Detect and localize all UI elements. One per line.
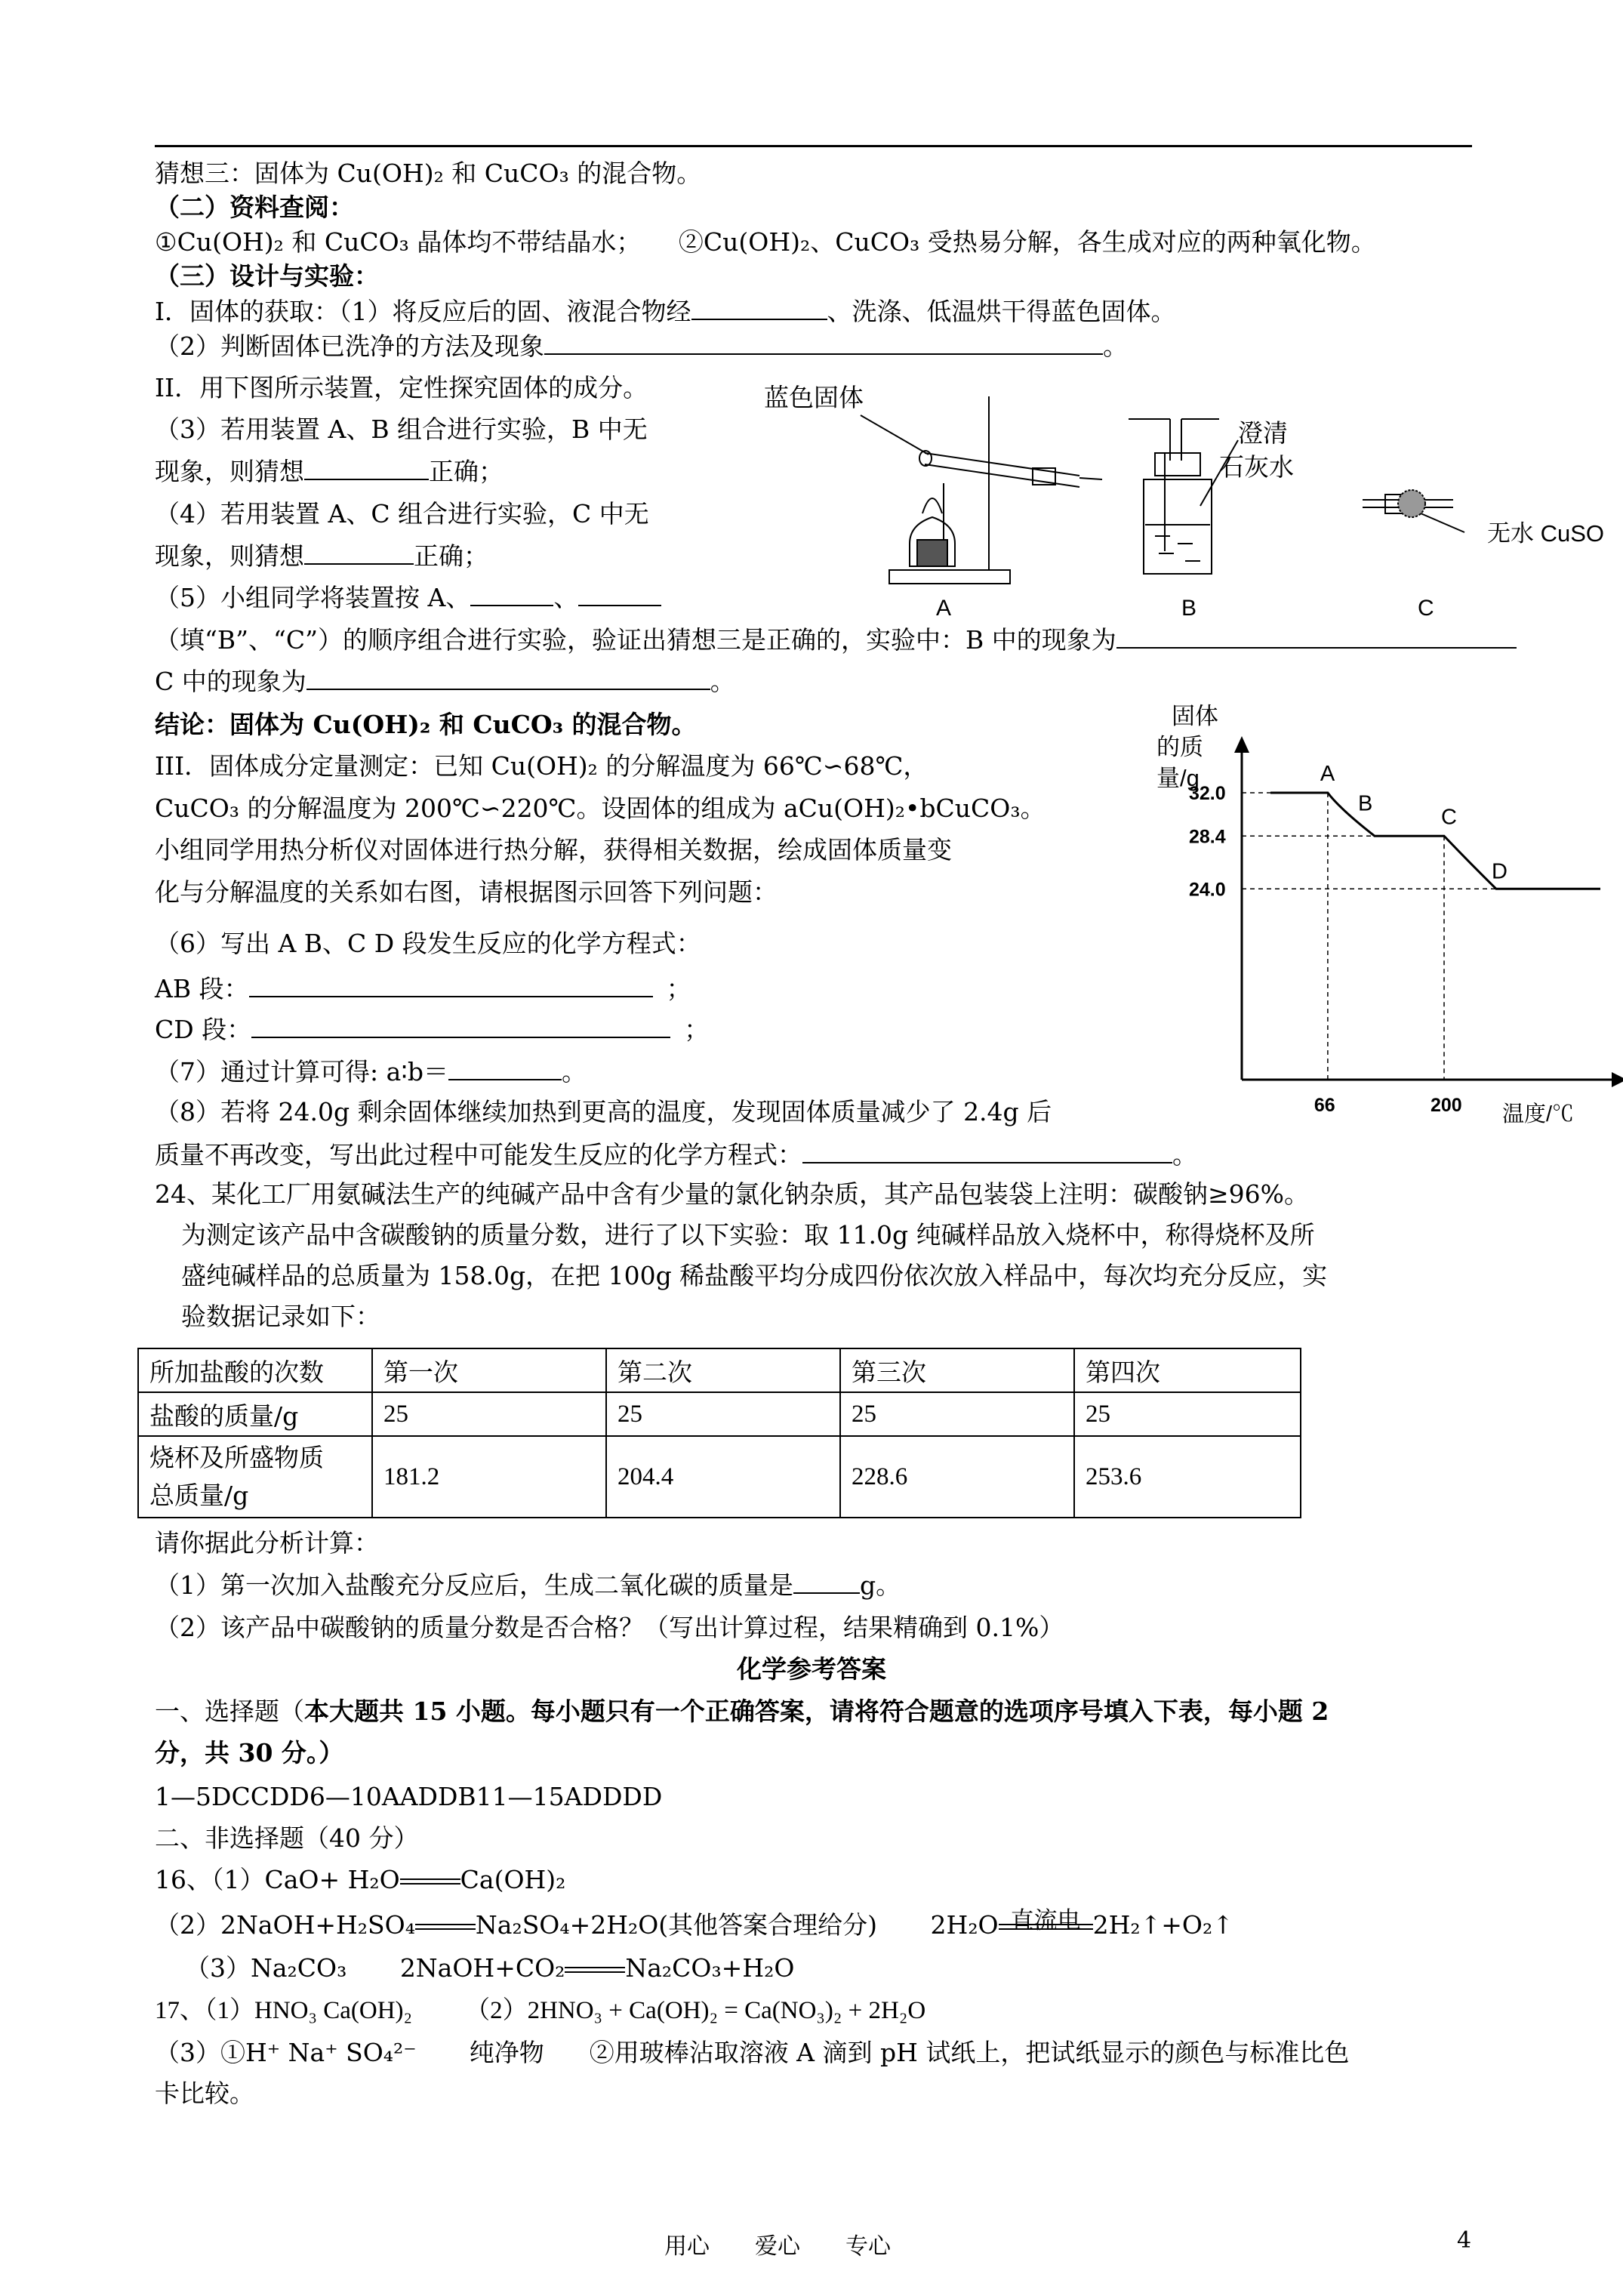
answers-mc-heading-2: 分，共 30 分。）	[155, 1738, 344, 1767]
question-8: （8）若将 24.0g 剩余固体继续加热到更高的温度，发现固体质量减少了 2.4g 后	[155, 1097, 1052, 1126]
problem-24-3: 盛纯碱样品的总质量为 158.0g，在把 100g 稀盐酸平均分成四份依次放入样品中，每次均充分反应，实	[181, 1261, 1328, 1290]
eq-left: （2）2NaOH+H₂SO₄	[155, 1910, 415, 1940]
answer-16-2	[155, 1909, 1233, 1942]
table-cell: 25	[372, 1392, 606, 1436]
y-axis-label-line: 的质	[1156, 734, 1203, 760]
answer-blank[interactable]	[470, 582, 553, 606]
answer-blank[interactable]	[249, 973, 653, 997]
answer-17-1	[155, 1994, 925, 2027]
eq-left: 16、（1）CaO+ H₂O	[155, 1865, 400, 1894]
answer-16-3	[185, 1952, 794, 1985]
label-limewater-1: 澄清	[1238, 419, 1288, 447]
x-axis-arrow	[1612, 1072, 1623, 1087]
q3-end: 正确；	[429, 457, 504, 486]
question-6-ab	[155, 972, 691, 1006]
part-iii-3: 小组同学用热分析仪对固体进行热分解，获得相关数据，绘成固体质量变	[155, 835, 952, 864]
conclusion: 结论：固体为 Cu(OH)₂ 和 CuCO₃ 的混合物。	[155, 710, 697, 739]
sub-question-2: （2）该产品中碳酸钠的质量分数是否合格？（写出计算过程，结果精确到 0.1%）	[155, 1613, 1064, 1642]
apparatus-c-drawing	[1363, 490, 1464, 532]
mass-temperature-chart	[1140, 698, 1623, 1133]
eq-right: Na₂SO₄+2H₂O(其他答案合理给分)	[475, 1910, 878, 1940]
answer-blank[interactable]	[578, 582, 661, 606]
question-4-cont	[155, 540, 488, 573]
q4-end: 正确；	[414, 541, 488, 571]
q5-sep: 、	[553, 583, 579, 612]
table-cell: 25	[606, 1392, 840, 1436]
question-8-cont	[155, 1139, 1197, 1172]
answers-nonmc-heading: 二、非选择题（40 分）	[155, 1823, 419, 1853]
y-tick-label: 32.0	[1189, 783, 1226, 804]
equals-sign	[565, 1967, 625, 1973]
table-header: 第二次	[606, 1348, 840, 1392]
ans-text: （3）Na₂CO₃	[185, 1953, 347, 1983]
part-iii-1: III．固体成分定量测定：已知 Cu(OH)₂ 的分解温度为 66℃∽68℃，	[155, 751, 929, 781]
mc-heading: 一、选择题（	[155, 1697, 304, 1726]
question-3-cont	[155, 455, 504, 488]
table-row	[138, 1348, 1301, 1392]
problem-24-1: 24、某化工厂用氨碱法生产的纯碱产品中含有少量的氯化钠杂质，其产品包装袋上注明：碳酸钠≥96%。	[155, 1179, 1309, 1209]
x-tick-label: 66	[1313, 1095, 1335, 1116]
answer-blank[interactable]	[544, 331, 1103, 355]
question-7	[155, 1056, 587, 1089]
q5-text-3: C 中的现象为	[155, 667, 306, 696]
q4-text: 现象，则猜想	[155, 541, 304, 571]
condition-label: 直流电	[1010, 1907, 1081, 1934]
table-cell	[138, 1436, 372, 1518]
label-blue-solid: 蓝色固体	[764, 384, 864, 411]
answers-mc: 1—5DCCDD6—10AADDB11—15ADDDD	[155, 1782, 663, 1811]
header-rule	[155, 145, 1472, 147]
mc-instructions: 本大题共 15 小题。每小题只有一个正确答案，请将符合题意的选项序号填入下表，每小题 2	[304, 1697, 1329, 1726]
eq-left: 2NaOH+CO₂	[399, 1953, 565, 1983]
eq-right-2: 2H₂↑+O₂↑	[1092, 1910, 1233, 1940]
data-table	[137, 1348, 1301, 1518]
equals-sign	[400, 1878, 460, 1885]
q5-text-2: （填“B”、“C”）的顺序组合进行实验，验证出猜想三是正确的，实验中：B 中的现象为	[155, 625, 1116, 655]
row-label-line: 烧杯及所盛物质	[149, 1443, 324, 1472]
part-ii-intro: II．用下图所示装置，定性探究固体的成分。	[155, 373, 648, 402]
mass-curve	[1270, 793, 1600, 889]
answer-blank[interactable]	[691, 296, 827, 320]
sq1-end: g。	[860, 1570, 901, 1600]
ab-label: AB 段：	[155, 974, 249, 1003]
eq-right: Ca(OH)₂	[460, 1865, 566, 1894]
eq-left-2: 2H₂O	[930, 1910, 999, 1940]
answer-blank[interactable]	[306, 666, 710, 690]
table-cell: 25	[840, 1392, 1074, 1436]
q5-text: （5）小组同学将装置按 A、	[155, 583, 471, 612]
label-b: B	[1181, 596, 1197, 621]
footer-motto: 用心 爱心 专心	[664, 2233, 891, 2260]
q8-end: 。	[1172, 1140, 1197, 1170]
y-axis-arrow	[1234, 736, 1249, 753]
q7-end: 。	[562, 1057, 587, 1086]
q3-text: 现象，则猜想	[155, 457, 304, 486]
problem-24-2: 为测定该产品中含碳酸钠的质量分数，进行了以下实验：取 11.0g 纯碱样品放入烧杯中，称得烧杯及所	[181, 1220, 1315, 1250]
question-3: （3）若用装置 A、B 组合进行实验，B 中无	[155, 415, 648, 444]
ans-text-2: （2）2HNO₃ + Ca(OH)₂ = Ca(NO₃)₂ + 2H₂O	[465, 1997, 926, 2024]
analysis-prompt: 请你据此分析计算：	[155, 1528, 379, 1558]
sub-question-1	[155, 1569, 901, 1602]
question-2	[155, 330, 1128, 363]
label-c: C	[1418, 596, 1434, 621]
point-label-d: D	[1492, 859, 1508, 884]
q8-text: 质量不再改变，写出此过程中可能发生反应的化学方程式：	[155, 1140, 802, 1170]
q5-end: 。	[710, 667, 735, 696]
question-5-cont2	[155, 665, 735, 698]
table-header: 所加盐酸的次数	[138, 1348, 372, 1392]
answer-blank[interactable]	[304, 541, 414, 565]
answers-mc-heading	[155, 1695, 1329, 1728]
x-axis-label: 温度/℃	[1502, 1102, 1575, 1126]
part-iii-4: 化与分解温度的关系如右图，请根据图示回答下列问题：	[155, 877, 778, 907]
answer-16-1	[155, 1863, 565, 1897]
apparatus-b-drawing	[1129, 419, 1238, 574]
problem-24-4: 验数据记录如下：	[181, 1302, 380, 1331]
eq-right: Na₂CO₃+H₂O	[625, 1953, 795, 1983]
answer-key-title: 化学参考答案	[737, 1654, 886, 1684]
table-cell: 25	[1074, 1392, 1301, 1436]
q2-text: （2）判断固体已洗净的方法及现象	[155, 331, 544, 361]
point-label-b: B	[1358, 791, 1373, 816]
answer-blank[interactable]	[304, 456, 429, 480]
question-4: （4）若用装置 A、C 组合进行实验，C 中无	[155, 499, 649, 529]
condition-arrow	[999, 1909, 1093, 1942]
question-6-cd	[155, 1013, 709, 1046]
y-axis-label-line: 量/g	[1156, 765, 1200, 791]
part-iii-2: CuCO₃ 的分解温度为 200℃∽220℃。设固体的组成为 aCu(OH)₂•bCuCO₃。	[155, 794, 1046, 823]
answer-17-3-cont: 卡比较。	[155, 2079, 254, 2108]
ab-end: ；	[666, 974, 691, 1003]
answer-blank[interactable]	[793, 1570, 860, 1594]
ans-pure: 纯净物	[469, 2038, 544, 2067]
answer-blank[interactable]	[802, 1139, 1172, 1163]
question-5	[155, 581, 661, 615]
table-cell: 253.6	[1074, 1436, 1301, 1518]
sq1-text: （1）第一次加入盐酸充分反应后，生成二氧化碳的质量是	[155, 1570, 793, 1600]
table-cell: 204.4	[606, 1436, 840, 1518]
answer-blank[interactable]	[251, 1014, 670, 1038]
table-header: 第三次	[840, 1348, 1074, 1392]
equals-sign	[415, 1924, 476, 1930]
q2-end: 。	[1103, 331, 1128, 361]
table-cell: 228.6	[840, 1436, 1074, 1518]
y-tick-label: 28.4	[1189, 826, 1226, 848]
line-guess3: 猜想三：固体为 Cu(OH)₂ 和 CuCO₃ 的混合物。	[155, 159, 702, 188]
table-row	[138, 1436, 1301, 1518]
apparatus-figure	[747, 381, 1623, 630]
label-a: A	[936, 596, 952, 621]
cd-label: CD 段：	[155, 1015, 252, 1044]
section-2-heading: （二）资料查阅：	[155, 193, 354, 222]
ans-method: ②用玻棒沾取溶液 A 滴到 pH 试纸上，把试纸显示的颜色与标准比色	[589, 2038, 1350, 2067]
q7-text: （7）通过计算可得: a∶b＝	[155, 1057, 448, 1086]
q1-text-end: 、洗涤、低温烘干得蓝色固体。	[827, 297, 1176, 326]
table-cell: 181.2	[372, 1436, 606, 1518]
info-line: ①Cu(OH)₂ 和 CuCO₃ 晶体均不带结晶水； ②Cu(OH)₂、CuCO₃ 受热易分解，各生成对应的两种氧化物。	[155, 227, 1376, 257]
label-limewater-2: 石灰水	[1219, 453, 1294, 481]
table-header: 第四次	[1074, 1348, 1301, 1392]
table-row	[138, 1392, 1301, 1436]
y-axis-label-line: 固体	[1172, 703, 1218, 729]
point-label-c: C	[1441, 805, 1457, 830]
y-tick-label: 24.0	[1189, 879, 1226, 901]
table-cell: 盐酸的质量/g	[138, 1392, 372, 1436]
answer-17-3	[155, 2036, 1349, 2069]
q1-text: Ⅰ．固体的获取：（1）将反应后的固、液混合物经	[155, 297, 691, 326]
answer-blank[interactable]	[448, 1056, 562, 1080]
cd-end: ；	[684, 1015, 710, 1044]
section-3-heading: （三）设计与实验：	[155, 261, 379, 291]
row-label-line: 总质量/g	[149, 1481, 249, 1510]
page-number: 4	[1457, 2227, 1472, 2254]
question-6: （6）写出 A B、C D 段发生反应的化学方程式：	[155, 929, 701, 958]
ans-text: 17、（1）HNO₃ Ca(OH)₂	[155, 1997, 413, 2024]
label-anhydrous-cuso4: 无水 CuSO	[1487, 520, 1605, 547]
question-1	[155, 295, 1176, 328]
ans-ions: （3）①H⁺ Na⁺ SO₄²⁻	[155, 2038, 417, 2067]
x-tick-label: 200	[1431, 1095, 1462, 1116]
point-label-a: A	[1320, 762, 1335, 786]
table-header: 第一次	[372, 1348, 606, 1392]
apparatus-a-drawing	[889, 396, 1102, 584]
